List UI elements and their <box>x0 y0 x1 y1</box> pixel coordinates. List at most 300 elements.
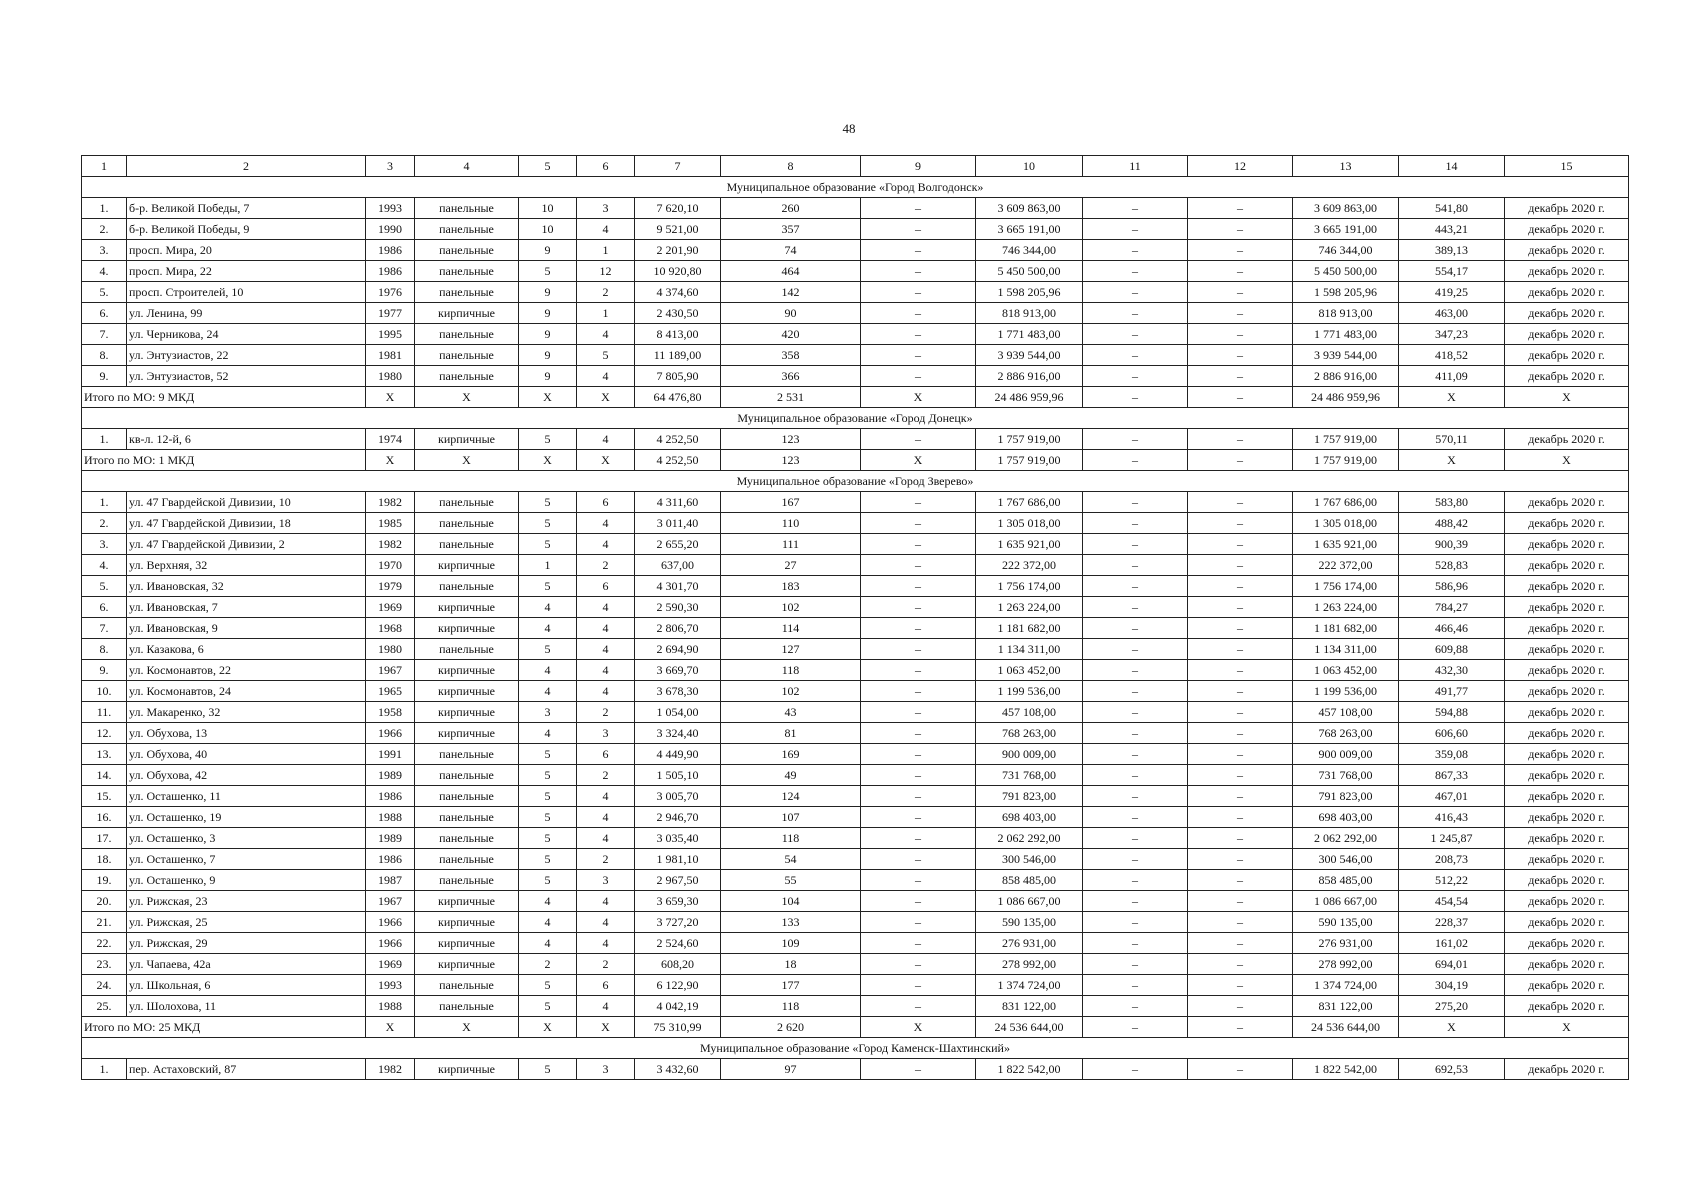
table-cell: 3 669,70 <box>635 660 721 681</box>
total-cell: 24 486 959,96 <box>976 387 1083 408</box>
table-cell: декабрь 2020 г. <box>1505 513 1629 534</box>
total-cell: 1 757 919,00 <box>1293 450 1399 471</box>
table-cell: 586,96 <box>1399 576 1505 597</box>
table-cell: 1 063 452,00 <box>1293 660 1399 681</box>
table-cell: 2 806,70 <box>635 618 721 639</box>
table-cell: 5 <box>519 828 577 849</box>
table-row <box>82 555 1629 576</box>
table-cell: 5 450 500,00 <box>1293 261 1399 282</box>
table-cell: – <box>1083 555 1188 576</box>
table-cell: декабрь 2020 г. <box>1505 555 1629 576</box>
address-cell: просп. Мира, 20 <box>127 240 366 261</box>
table-cell: – <box>1188 282 1293 303</box>
table-cell: 2 886 916,00 <box>1293 366 1399 387</box>
table-cell: 4 <box>577 786 635 807</box>
table-cell: панельные <box>415 744 519 765</box>
total-cell: X <box>366 387 415 408</box>
table-cell: – <box>861 324 976 345</box>
table-cell: декабрь 2020 г. <box>1505 933 1629 954</box>
table-row <box>82 219 1629 240</box>
table-cell: 5 <box>519 870 577 891</box>
total-cell: 4 252,50 <box>635 450 721 471</box>
table-cell: – <box>1188 702 1293 723</box>
address-cell: ул. Ленина, 99 <box>127 303 366 324</box>
table-cell: 107 <box>721 807 861 828</box>
table-row <box>82 996 1629 1017</box>
column-number-cell: 2 <box>127 156 366 177</box>
table-cell: – <box>861 807 976 828</box>
table-cell: 1993 <box>366 198 415 219</box>
table-cell: – <box>1083 912 1188 933</box>
table-cell: – <box>861 618 976 639</box>
table-cell: 698 403,00 <box>976 807 1083 828</box>
table-cell: 768 263,00 <box>1293 723 1399 744</box>
table-cell: 4 <box>577 660 635 681</box>
table-cell: панельные <box>415 996 519 1017</box>
total-row <box>82 387 1629 408</box>
total-cell: X <box>861 387 976 408</box>
table-cell: 4 <box>519 891 577 912</box>
table-cell: 9 <box>519 345 577 366</box>
table-cell: 4 <box>577 219 635 240</box>
table-cell: 2 <box>577 954 635 975</box>
table-cell: 1 086 667,00 <box>976 891 1083 912</box>
table-cell: 1 181 682,00 <box>976 618 1083 639</box>
table-cell: 5 <box>519 429 577 450</box>
address-cell: ул. Верхняя, 32 <box>127 555 366 576</box>
table-cell: декабрь 2020 г. <box>1505 912 1629 933</box>
table-cell: 731 768,00 <box>1293 765 1399 786</box>
table-cell: 4 <box>519 618 577 639</box>
table-cell: 1 771 483,00 <box>1293 324 1399 345</box>
table-cell: – <box>1083 996 1188 1017</box>
table-cell: – <box>1083 261 1188 282</box>
table-cell: 4 <box>577 639 635 660</box>
table-cell: 1 767 686,00 <box>976 492 1083 513</box>
table-cell: – <box>1188 681 1293 702</box>
table-cell: 831 122,00 <box>1293 996 1399 1017</box>
table-cell: 900 009,00 <box>976 744 1083 765</box>
address-cell: ул. Осташенко, 9 <box>127 870 366 891</box>
table-cell: 457 108,00 <box>1293 702 1399 723</box>
address-cell: ул. Космонавтов, 22 <box>127 660 366 681</box>
table-cell: 2 590,30 <box>635 597 721 618</box>
table-cell: 512,22 <box>1399 870 1505 891</box>
table-cell: 1 134 311,00 <box>1293 639 1399 660</box>
table-row <box>82 534 1629 555</box>
page-number: 48 <box>842 121 856 136</box>
table-cell: – <box>1188 618 1293 639</box>
table-cell: декабрь 2020 г. <box>1505 996 1629 1017</box>
table-cell: кирпичные <box>415 555 519 576</box>
table-cell: 1 635 921,00 <box>976 534 1083 555</box>
table-cell: декабрь 2020 г. <box>1505 639 1629 660</box>
table-cell: – <box>1083 576 1188 597</box>
table-cell: 818 913,00 <box>976 303 1083 324</box>
table-cell: панельные <box>415 828 519 849</box>
table-cell: 2 <box>519 954 577 975</box>
table-cell: 2 062 292,00 <box>1293 828 1399 849</box>
table-cell: 228,37 <box>1399 912 1505 933</box>
table-cell: – <box>861 303 976 324</box>
table-cell: 17. <box>82 828 127 849</box>
table-cell: 5. <box>82 576 127 597</box>
table-row <box>82 198 1629 219</box>
table-cell: декабрь 2020 г. <box>1505 954 1629 975</box>
table-cell: – <box>1083 933 1188 954</box>
total-cell: X <box>519 450 577 471</box>
table-cell: – <box>1083 513 1188 534</box>
table-cell: 2 <box>577 765 635 786</box>
table-cell: 3 939 544,00 <box>1293 345 1399 366</box>
section-row <box>82 471 1629 492</box>
total-cell: X <box>415 1017 519 1038</box>
table-cell: 118 <box>721 660 861 681</box>
table-cell: 11. <box>82 702 127 723</box>
table-cell: – <box>1188 324 1293 345</box>
table-cell: 1986 <box>366 261 415 282</box>
table-cell: декабрь 2020 г. <box>1505 324 1629 345</box>
total-row <box>82 1017 1629 1038</box>
table-cell: 1980 <box>366 639 415 660</box>
total-cell: 24 536 644,00 <box>1293 1017 1399 1038</box>
column-number-cell: 11 <box>1083 156 1188 177</box>
table-row <box>82 324 1629 345</box>
table-cell: 1 757 919,00 <box>976 429 1083 450</box>
table-cell: 467,01 <box>1399 786 1505 807</box>
table-cell: 1 771 483,00 <box>976 324 1083 345</box>
table-cell: 5 450 500,00 <box>976 261 1083 282</box>
table-cell: 411,09 <box>1399 366 1505 387</box>
table-cell: 1 199 536,00 <box>1293 681 1399 702</box>
table-cell: 9 <box>519 366 577 387</box>
total-cell: X <box>415 387 519 408</box>
table-cell: панельные <box>415 975 519 996</box>
table-cell: 97 <box>721 1059 861 1080</box>
table-cell: – <box>1188 240 1293 261</box>
table-cell: 1 767 686,00 <box>1293 492 1399 513</box>
total-cell: 75 310,99 <box>635 1017 721 1038</box>
table-cell: 4 <box>577 513 635 534</box>
table-cell: 1 245,87 <box>1399 828 1505 849</box>
total-cell: X <box>1505 387 1629 408</box>
table-cell: – <box>861 198 976 219</box>
table-cell: 1970 <box>366 555 415 576</box>
table-row <box>82 240 1629 261</box>
table-cell: 2 946,70 <box>635 807 721 828</box>
table-cell: 9 521,00 <box>635 219 721 240</box>
table-cell: кирпичные <box>415 723 519 744</box>
table-cell: кирпичные <box>415 303 519 324</box>
table-cell: 443,21 <box>1399 219 1505 240</box>
table-cell: 418,52 <box>1399 345 1505 366</box>
table-body <box>82 156 1629 1080</box>
table-cell: декабрь 2020 г. <box>1505 429 1629 450</box>
table-cell: панельные <box>415 198 519 219</box>
table-cell: 4 <box>519 723 577 744</box>
table-cell: 3 939 544,00 <box>976 345 1083 366</box>
table-cell: 6 <box>577 975 635 996</box>
table-cell: – <box>861 975 976 996</box>
table-cell: – <box>861 870 976 891</box>
table-cell: 18. <box>82 849 127 870</box>
table-cell: 20. <box>82 891 127 912</box>
table-cell: 698 403,00 <box>1293 807 1399 828</box>
column-number-cell: 3 <box>366 156 415 177</box>
table-cell: 4 374,60 <box>635 282 721 303</box>
total-cell: X <box>577 450 635 471</box>
table-cell: 4 <box>519 681 577 702</box>
table-cell: – <box>861 240 976 261</box>
table-cell: кирпичные <box>415 1059 519 1080</box>
total-cell: X <box>1505 450 1629 471</box>
table-cell: 22. <box>82 933 127 954</box>
table-cell: – <box>861 702 976 723</box>
table-cell: 2 <box>577 555 635 576</box>
table-cell: 768 263,00 <box>976 723 1083 744</box>
table-cell: – <box>861 912 976 933</box>
table-cell: декабрь 2020 г. <box>1505 744 1629 765</box>
table-row <box>82 597 1629 618</box>
table-cell: 1 305 018,00 <box>1293 513 1399 534</box>
address-cell: ул. 47 Гвардейской Дивизии, 2 <box>127 534 366 555</box>
table-cell: – <box>1188 912 1293 933</box>
table-cell: 4 <box>577 429 635 450</box>
table-cell: 791 823,00 <box>1293 786 1399 807</box>
total-cell: X <box>366 1017 415 1038</box>
table-cell: 4 <box>577 618 635 639</box>
table-cell: 4 <box>519 597 577 618</box>
address-cell: ул. Шолохова, 11 <box>127 996 366 1017</box>
address-cell: ул. Осташенко, 11 <box>127 786 366 807</box>
table-cell: – <box>1083 807 1188 828</box>
table-cell: 9. <box>82 366 127 387</box>
table-cell: панельные <box>415 786 519 807</box>
table-cell: 9 <box>519 240 577 261</box>
section-row <box>82 177 1629 198</box>
table-cell: 1 374 724,00 <box>1293 975 1399 996</box>
table-cell: 6 <box>577 576 635 597</box>
table-cell: 4 252,50 <box>635 429 721 450</box>
table-cell: 118 <box>721 996 861 1017</box>
table-cell: 1966 <box>366 723 415 744</box>
table-cell: 419,25 <box>1399 282 1505 303</box>
table-cell: – <box>1188 513 1293 534</box>
table-cell: 1993 <box>366 975 415 996</box>
table-cell: 858 485,00 <box>976 870 1083 891</box>
table-cell: 2 201,90 <box>635 240 721 261</box>
table-cell: – <box>1188 639 1293 660</box>
table-cell: – <box>1188 954 1293 975</box>
table-cell: 606,60 <box>1399 723 1505 744</box>
table-cell: 6. <box>82 597 127 618</box>
table-cell: – <box>1083 954 1188 975</box>
table-cell: кирпичные <box>415 660 519 681</box>
total-cell: X <box>1399 450 1505 471</box>
table-cell: – <box>1083 324 1188 345</box>
address-cell: ул. Рижская, 23 <box>127 891 366 912</box>
table-cell: декабрь 2020 г. <box>1505 849 1629 870</box>
table-cell: 9 <box>519 303 577 324</box>
total-cell: 2 620 <box>721 1017 861 1038</box>
table-row <box>82 891 1629 912</box>
table-cell: – <box>1083 597 1188 618</box>
table-cell: – <box>1083 870 1188 891</box>
total-label: Итого по МО: 25 МКД <box>82 1017 366 1038</box>
table-cell: 1 822 542,00 <box>976 1059 1083 1080</box>
table-cell: 18 <box>721 954 861 975</box>
table-cell: – <box>1083 303 1188 324</box>
table-row <box>82 282 1629 303</box>
table-cell: 791 823,00 <box>976 786 1083 807</box>
table-cell: 123 <box>721 429 861 450</box>
table-cell: 2 430,50 <box>635 303 721 324</box>
table-cell: 3. <box>82 240 127 261</box>
column-number-cell: 12 <box>1188 156 1293 177</box>
total-cell: X <box>519 1017 577 1038</box>
table-cell: 4 <box>519 912 577 933</box>
table-cell: панельные <box>415 219 519 240</box>
table-cell: декабрь 2020 г. <box>1505 198 1629 219</box>
table-cell: 358 <box>721 345 861 366</box>
table-cell: 102 <box>721 597 861 618</box>
table-cell: 5 <box>519 1059 577 1080</box>
table-cell: 10. <box>82 681 127 702</box>
table-cell: 4 <box>577 366 635 387</box>
total-cell: X <box>519 387 577 408</box>
address-cell: пер. Астаховский, 87 <box>127 1059 366 1080</box>
table-cell: 1. <box>82 492 127 513</box>
table-cell: 5. <box>82 282 127 303</box>
table-cell: 111 <box>721 534 861 555</box>
table-cell: 8. <box>82 345 127 366</box>
table-cell: 4 <box>577 912 635 933</box>
table-cell: 11 189,00 <box>635 345 721 366</box>
address-cell: ул. Энтузиастов, 52 <box>127 366 366 387</box>
table-cell: – <box>1188 933 1293 954</box>
table-cell: 692,53 <box>1399 1059 1505 1080</box>
table-cell: – <box>1083 240 1188 261</box>
address-cell: ул. Рижская, 25 <box>127 912 366 933</box>
table-cell: – <box>1188 744 1293 765</box>
table-cell: 3 324,40 <box>635 723 721 744</box>
table-cell: 9 <box>519 324 577 345</box>
table-cell: 127 <box>721 639 861 660</box>
table-cell: 1 199 536,00 <box>976 681 1083 702</box>
table-cell: 2 886 916,00 <box>976 366 1083 387</box>
total-cell: X <box>1399 387 1505 408</box>
table-cell: панельные <box>415 366 519 387</box>
table-cell: – <box>1083 198 1188 219</box>
table-cell: 1 757 919,00 <box>1293 429 1399 450</box>
table-cell: 4 <box>577 933 635 954</box>
table-cell: 4 301,70 <box>635 576 721 597</box>
housing-table <box>81 155 1629 1080</box>
total-cell: X <box>415 450 519 471</box>
table-cell: 6. <box>82 303 127 324</box>
table-row <box>82 639 1629 660</box>
table-cell: 1989 <box>366 765 415 786</box>
table-cell: – <box>1188 975 1293 996</box>
column-number-cell: 4 <box>415 156 519 177</box>
table-cell: – <box>1083 744 1188 765</box>
table-cell: 1 <box>577 240 635 261</box>
total-cell: X <box>1399 1017 1505 1038</box>
address-cell: ул. Обухова, 13 <box>127 723 366 744</box>
table-cell: 594,88 <box>1399 702 1505 723</box>
table-cell: – <box>1083 492 1188 513</box>
table-cell: 6 <box>577 492 635 513</box>
total-label: Итого по МО: 9 МКД <box>82 387 366 408</box>
table-cell: 4 <box>577 891 635 912</box>
table-cell: – <box>1083 891 1188 912</box>
table-cell: – <box>1188 828 1293 849</box>
table-cell: 784,27 <box>1399 597 1505 618</box>
table-cell: 16. <box>82 807 127 828</box>
table-cell: 357 <box>721 219 861 240</box>
table-cell: 432,30 <box>1399 660 1505 681</box>
table-cell: 590 135,00 <box>1293 912 1399 933</box>
table-cell: кирпичные <box>415 912 519 933</box>
table-cell: 900 009,00 <box>1293 744 1399 765</box>
section-title: Муниципальное образование «Город Донецк» <box>82 408 1629 429</box>
table-cell: – <box>861 555 976 576</box>
address-cell: ул. Черникова, 24 <box>127 324 366 345</box>
table-cell: 167 <box>721 492 861 513</box>
table-cell: – <box>861 576 976 597</box>
table-row <box>82 576 1629 597</box>
table-cell: – <box>1083 723 1188 744</box>
table-cell: декабрь 2020 г. <box>1505 828 1629 849</box>
table-cell: – <box>861 282 976 303</box>
table-cell: 118 <box>721 828 861 849</box>
table-cell: 4 311,60 <box>635 492 721 513</box>
table-cell: кирпичные <box>415 891 519 912</box>
address-cell: ул. 47 Гвардейской Дивизии, 10 <box>127 492 366 513</box>
table-row <box>82 681 1629 702</box>
table-cell: 3 <box>577 1059 635 1080</box>
table-cell: 142 <box>721 282 861 303</box>
table-cell: декабрь 2020 г. <box>1505 366 1629 387</box>
table-cell: 10 <box>519 219 577 240</box>
table-cell: 867,33 <box>1399 765 1505 786</box>
table-cell: 1958 <box>366 702 415 723</box>
table-row <box>82 744 1629 765</box>
table-cell: – <box>1188 870 1293 891</box>
table-cell: 3 678,30 <box>635 681 721 702</box>
table-cell: 1995 <box>366 324 415 345</box>
table-cell: – <box>1188 345 1293 366</box>
column-number-cell: 15 <box>1505 156 1629 177</box>
table-cell: 10 920,80 <box>635 261 721 282</box>
table-cell: декабрь 2020 г. <box>1505 723 1629 744</box>
table-cell: 5 <box>519 996 577 1017</box>
table-cell: 5 <box>519 807 577 828</box>
table-cell: 169 <box>721 744 861 765</box>
table-cell: 2. <box>82 513 127 534</box>
table-cell: декабрь 2020 г. <box>1505 492 1629 513</box>
total-cell: X <box>861 1017 976 1038</box>
table-cell: – <box>1083 429 1188 450</box>
table-cell: 2 694,90 <box>635 639 721 660</box>
table-cell: 6 <box>577 744 635 765</box>
address-cell: б-р. Великой Победы, 9 <box>127 219 366 240</box>
table-cell: 1 635 921,00 <box>1293 534 1399 555</box>
table-cell: 7. <box>82 324 127 345</box>
table-cell: 1982 <box>366 492 415 513</box>
table-cell: 1969 <box>366 954 415 975</box>
table-cell: 1967 <box>366 891 415 912</box>
